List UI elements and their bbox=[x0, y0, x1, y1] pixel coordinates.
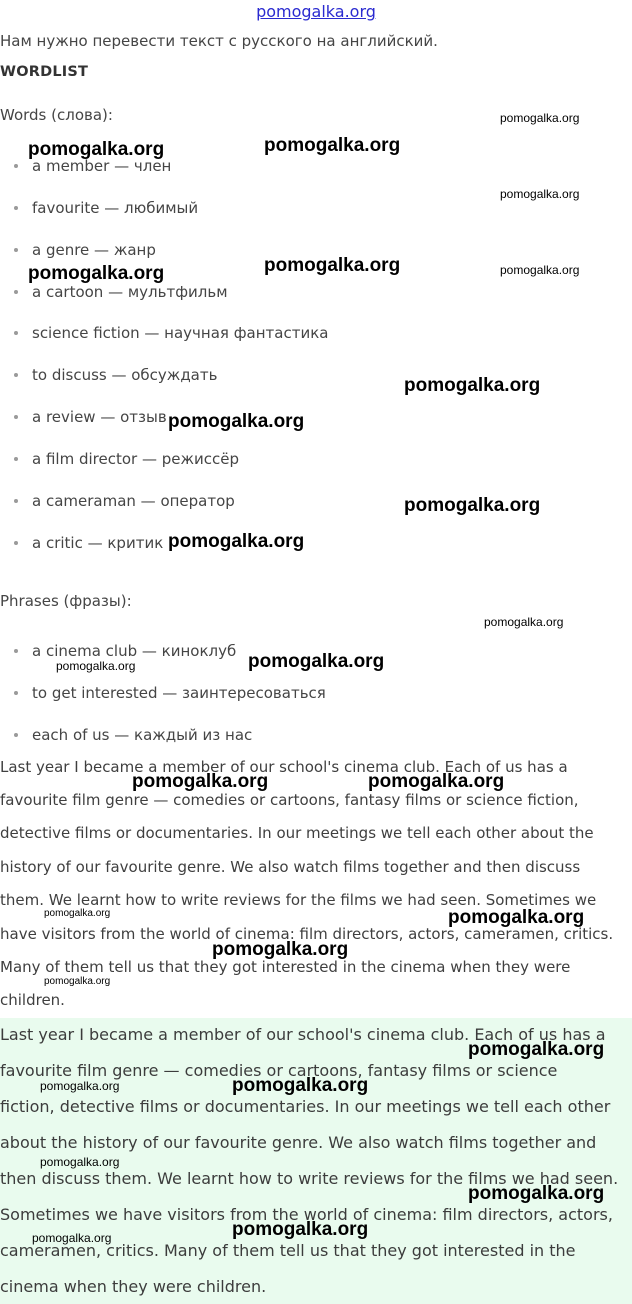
word-item bbox=[14, 534, 163, 552]
phrase-text: a cinema club — киноклуб bbox=[32, 642, 237, 660]
word-text: favourite — любимый bbox=[32, 199, 199, 217]
answer-line: Sometimes we have visitors from the world of cinema: film directors, actors, bbox=[0, 1205, 613, 1224]
answer-line: Last year I became a member of our school's cinema club. Each of us has a bbox=[0, 1025, 606, 1044]
watermark: pomogalka.org bbox=[448, 907, 585, 928]
word-item bbox=[14, 324, 328, 342]
watermark: pomogalka.org bbox=[212, 939, 349, 960]
paragraph-line: favourite film genre — comedies or cartoons, fantasy films or science fiction, bbox=[0, 791, 579, 809]
watermark: pomogalka.org bbox=[404, 375, 541, 396]
paragraph-line: children. bbox=[0, 991, 65, 1009]
watermark: pomogalka.org bbox=[168, 531, 305, 552]
word-text: a cameraman — оператор bbox=[32, 492, 235, 510]
bullet-icon bbox=[14, 733, 18, 737]
watermark: pomogalka.org bbox=[468, 1039, 605, 1060]
intro-text: Нам нужно перевести текст с русского на английский. bbox=[0, 32, 438, 50]
watermark: pomogalka.org bbox=[468, 1183, 605, 1204]
watermark: pomogalka.org bbox=[40, 1155, 120, 1169]
watermark: pomogalka.org bbox=[264, 135, 401, 156]
watermark: pomogalka.org bbox=[32, 1231, 112, 1245]
word-text: a critic — критик bbox=[32, 534, 164, 552]
site-header-link[interactable]: pomogalka.org bbox=[256, 2, 376, 21]
watermark: pomogalka.org bbox=[232, 1219, 369, 1240]
phrase-item bbox=[14, 642, 236, 660]
bullet-icon bbox=[14, 649, 18, 653]
watermark: pomogalka.org bbox=[500, 263, 580, 277]
word-item bbox=[14, 450, 239, 468]
watermark: pomogalka.org bbox=[168, 411, 305, 432]
watermark: pomogalka.org bbox=[44, 908, 111, 919]
bullet-icon bbox=[14, 691, 18, 695]
watermark: pomogalka.org bbox=[28, 139, 165, 160]
paragraph-line: detective films or documentaries. In our meetings we tell each other about the bbox=[0, 824, 594, 842]
bullet-icon bbox=[14, 541, 18, 545]
watermark: pomogalka.org bbox=[28, 263, 165, 284]
phrase-text: each of us — каждый из нас bbox=[32, 726, 253, 744]
phrase-text: to get interested — заинтересоваться bbox=[32, 684, 326, 702]
word-item bbox=[14, 241, 156, 259]
watermark: pomogalka.org bbox=[40, 1079, 120, 1093]
watermark: pomogalka.org bbox=[500, 187, 580, 201]
watermark: pomogalka.org bbox=[404, 495, 541, 516]
watermark: pomogalka.org bbox=[500, 111, 580, 125]
answer-line: cinema when they were children. bbox=[0, 1277, 267, 1296]
bullet-icon bbox=[14, 373, 18, 377]
word-item bbox=[14, 283, 228, 301]
word-text: a cartoon — мультфильм bbox=[32, 283, 228, 301]
watermark: pomogalka.org bbox=[232, 1075, 369, 1096]
bullet-icon bbox=[14, 290, 18, 294]
word-item bbox=[14, 199, 198, 217]
bullet-icon bbox=[14, 457, 18, 461]
phrases-label: Phrases (фразы): bbox=[0, 592, 132, 610]
bullet-icon bbox=[14, 164, 18, 168]
phrase-item bbox=[14, 684, 326, 702]
bullet-icon bbox=[14, 499, 18, 503]
answer-line: then discuss them. We learnt how to write reviews for the films we had seen. bbox=[0, 1169, 619, 1188]
watermark: pomogalka.org bbox=[368, 771, 505, 792]
watermark: pomogalka.org bbox=[132, 771, 269, 792]
paragraph-line: have visitors from the world of cinema: film directors, actors, cameramen, critics. bbox=[0, 925, 614, 943]
paragraph-line: Last year I became a member of our school's cinema club. Each of us has a bbox=[0, 758, 568, 776]
wordlist-heading: WORDLIST bbox=[0, 64, 89, 80]
word-item bbox=[14, 408, 167, 426]
word-text: a film director — режиссёр bbox=[32, 450, 239, 468]
word-text: a review — отзыв bbox=[32, 408, 167, 426]
bullet-icon bbox=[14, 331, 18, 335]
word-text: to discuss — обсуждать bbox=[32, 366, 218, 384]
answer-line: about the history of our favourite genre. We also watch films together and bbox=[0, 1133, 597, 1152]
word-item bbox=[14, 492, 235, 510]
answer-line: favourite film genre — comedies or cartoons, fantasy films or science bbox=[0, 1061, 558, 1080]
watermark: pomogalka.org bbox=[248, 651, 385, 672]
word-text: a genre — жанр bbox=[32, 241, 156, 259]
word-text: a member — член bbox=[32, 157, 172, 175]
word-text: science fiction — научная фантастика bbox=[32, 324, 329, 342]
word-item bbox=[14, 366, 217, 384]
paragraph-line: history of our favourite genre. We also watch films together and then discuss bbox=[0, 858, 581, 876]
watermark: pomogalka.org bbox=[264, 255, 401, 276]
bullet-icon bbox=[14, 248, 18, 252]
answer-line: cameramen, critics. Many of them tell us that they got interested in the bbox=[0, 1241, 576, 1260]
words-label: Words (слова): bbox=[0, 106, 113, 124]
bullet-icon bbox=[14, 415, 18, 419]
phrase-item bbox=[14, 726, 252, 744]
watermark: pomogalka.org bbox=[56, 659, 136, 673]
watermark: pomogalka.org bbox=[484, 615, 564, 629]
watermark: pomogalka.org bbox=[44, 976, 111, 987]
bullet-icon bbox=[14, 206, 18, 210]
paragraph-line: Many of them tell us that they got interested in the cinema when they were bbox=[0, 958, 571, 976]
paragraph-line: them. We learnt how to write reviews for the films we had seen. Sometimes we bbox=[0, 891, 597, 909]
answer-line: fiction, detective films or documentaries. In our meetings we tell each other bbox=[0, 1097, 611, 1116]
